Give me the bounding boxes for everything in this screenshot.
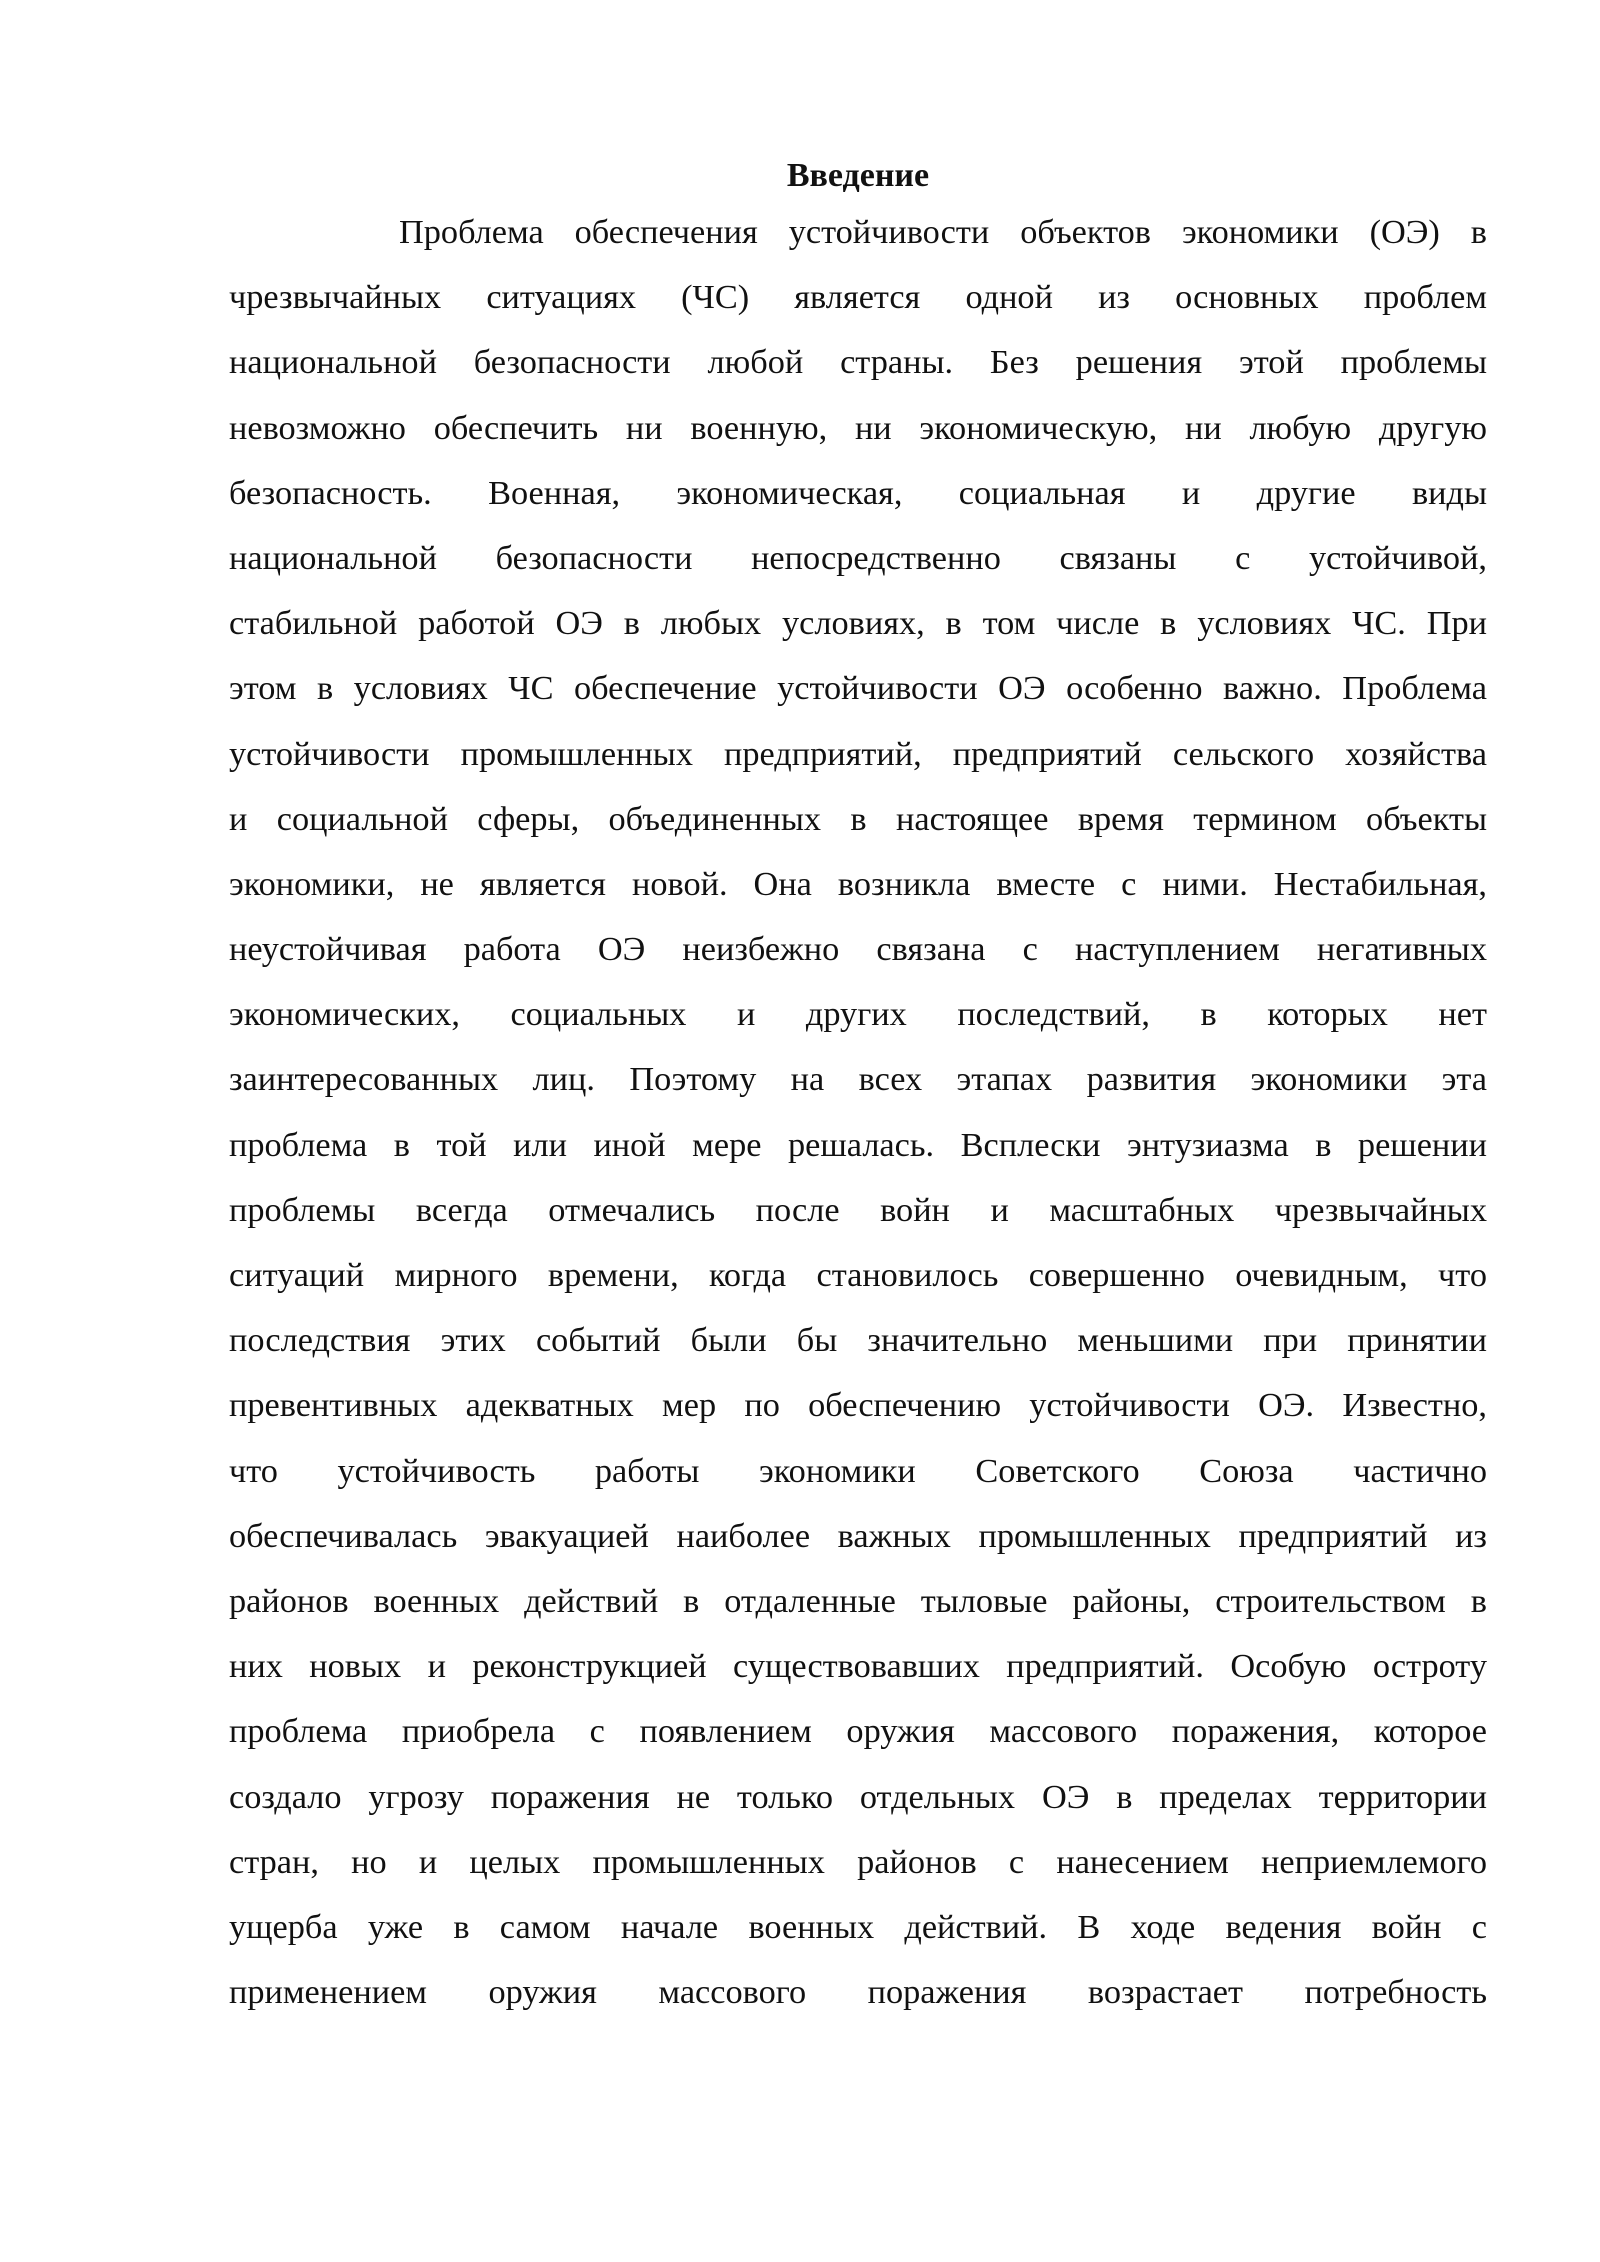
text-line: устойчивости промышленных предприятий, предприятий сельского хозяйства — [229, 734, 1487, 773]
text-line: создало угрозу поражения не только отдельных ОЭ в пределах территории — [229, 1777, 1487, 1816]
text-line: что устойчивость работы экономики Советского Союза частично — [229, 1451, 1487, 1490]
text-line: национальной безопасности непосредственно связаны с устойчивой, — [229, 538, 1487, 577]
text-line: неустойчивая работа ОЭ неизбежно связана с наступлением негативных — [229, 930, 1487, 969]
text-line: проблемы всегда отмечались после войн и масштабных чрезвычайных — [229, 1190, 1487, 1229]
text-line: последствия этих событий были бы значительно меньшими при принятии — [229, 1321, 1487, 1360]
document-content — [229, 152, 1487, 2025]
text-line: стабильной работой ОЭ в любых условиях, в том числе в условиях ЧС. При — [229, 604, 1487, 643]
text-line: применением оружия массового поражения возрастает потребность — [229, 1973, 1487, 2012]
text-line: безопасность. Военная, экономическая, социальная и другие виды — [229, 473, 1487, 512]
text-line: экономических, социальных и других последствий, в которых нет — [229, 995, 1487, 1034]
text-line: обеспечивалась эвакуацией наиболее важных промышленных предприятий из — [229, 1516, 1487, 1555]
text-line: этом в условиях ЧС обеспечение устойчивости ОЭ особенно важно. Проблема — [229, 669, 1487, 708]
text-line: невозможно обеспечить ни военную, ни экономическую, ни любую другую — [229, 408, 1487, 447]
text-line: экономики, не является новой. Она возникла вместе с ними. Нестабильная, — [229, 864, 1487, 903]
text-line: ущерба уже в самом начале военных действий. В ходе ведения войн с — [229, 1907, 1487, 1946]
text-line: превентивных адекватных мер по обеспечению устойчивости ОЭ. Известно, — [229, 1386, 1487, 1425]
text-line: проблема приобрела с появлением оружия массового поражения, которое — [229, 1712, 1487, 1751]
text-line: и социальной сферы, объединенных в настоящее время термином объекты — [229, 799, 1487, 838]
text-line: проблема в той или иной мере решалась. Всплески энтузиазма в решении — [229, 1125, 1487, 1164]
text-line: районов военных действий в отдаленные тыловые районы, строительством в — [229, 1581, 1487, 1620]
document-title: Введение — [786, 157, 930, 194]
text-line: стран, но и целых промышленных районов с нанесением неприемлемого — [229, 1842, 1487, 1881]
body-paragraph — [229, 200, 1487, 2025]
text-line: национальной безопасности любой страны. Без решения этой проблемы — [229, 343, 1487, 382]
text-line: Проблема обеспечения устойчивости объектов экономики (ОЭ) в — [399, 213, 1487, 251]
text-line: чрезвычайных ситуациях (ЧС) является одной из основных проблем — [229, 278, 1487, 317]
text-line: них новых и реконструкцией существовавших предприятий. Особую остроту — [229, 1647, 1487, 1686]
text-line: ситуаций мирного времени, когда становилось совершенно очевидным, что — [229, 1256, 1487, 1294]
text-line: заинтересованных лиц. Поэтому на всех этапах развития экономики эта — [229, 1060, 1487, 1099]
